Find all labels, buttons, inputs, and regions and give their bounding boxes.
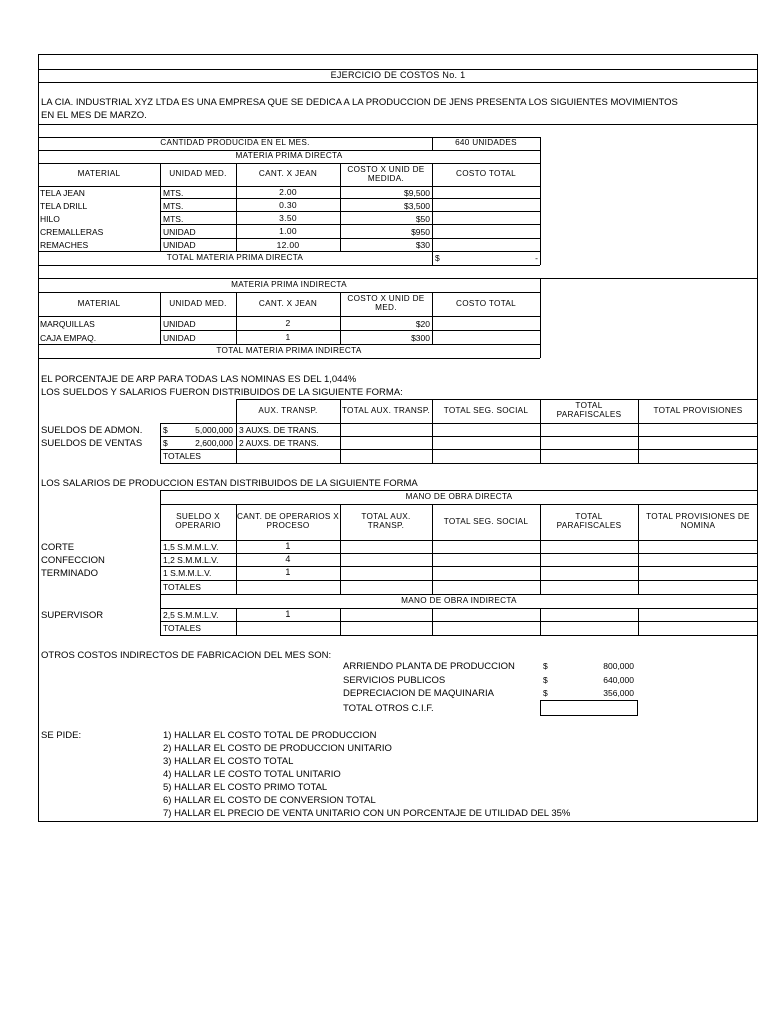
currency: $	[163, 438, 168, 448]
list-item: 4) HALLAR LE COSTO TOTAL UNITARIO	[163, 769, 341, 780]
material-name: TELA JEAN	[40, 188, 85, 198]
col-header: TOTAL SEG. SOCIAL	[443, 405, 529, 415]
col-header: COSTO TOTAL	[455, 298, 517, 308]
col-header: MATERIAL	[77, 169, 121, 179]
sueldo-amount: 2,600,000	[195, 438, 233, 448]
cif-total-label: TOTAL OTROS C.I.F.	[343, 703, 434, 714]
col-header: SUELDO X OPERARIO	[175, 512, 221, 530]
produccion-value: 640 UNIDADES	[455, 138, 517, 148]
col-header: TOTAL PARAFISCALES	[556, 512, 622, 530]
cif-value: 356,000	[603, 688, 634, 698]
material-name: HILO	[40, 214, 60, 224]
unit: UNIDAD	[163, 240, 196, 250]
divider	[38, 124, 758, 125]
sueldo-operario: 2,5 S.M.M.L.V.	[163, 610, 219, 620]
moi-header: MANO DE OBRA INDIRECTA	[401, 595, 517, 605]
unit: UNIDAD	[163, 333, 196, 343]
currency: $	[543, 675, 548, 685]
material-name: REMACHES	[40, 240, 89, 250]
cif-label: SERVICIOS PUBLICOS	[343, 675, 446, 686]
quantity: 3.50	[279, 212, 297, 223]
unit-cost: $9,500	[404, 188, 430, 198]
col-header: TOTAL SEG. SOCIAL	[443, 516, 529, 526]
sueldo-label: SUELDOS DE ADMON.	[41, 425, 143, 436]
col-header: COSTO X UNID DE MED.	[347, 294, 425, 312]
currency: $	[543, 688, 548, 698]
material-name: CREMALLERAS	[40, 227, 104, 237]
col-header: CANT. X JEAN	[258, 169, 318, 179]
unit-cost: $3,500	[404, 201, 430, 211]
cif-value: 640,000	[603, 675, 634, 685]
col-header: CANT. DE OPERARIOS X PROCESO	[237, 512, 339, 530]
sueldo-label: SUELDOS DE VENTAS	[41, 438, 143, 449]
col-header: TOTAL AUX. TRANSP.	[341, 405, 431, 415]
cif-label: ARRIENDO PLANTA DE PRODUCCION	[343, 661, 515, 672]
col-header: MATERIAL	[77, 298, 121, 308]
cant-operarios: 1	[285, 540, 291, 551]
arp-line-1: EL PORCENTAJE DE ARP PARA TODAS LAS NOMINAS ES DEL 1,044%	[41, 374, 357, 385]
intro-line-2: EN EL MES DE MARZO.	[41, 110, 147, 121]
quantity: 1	[285, 332, 291, 343]
unit-cost: $30	[415, 240, 430, 250]
mpd-total-value: -	[535, 253, 538, 263]
se-pide-label: SE PIDE:	[41, 730, 82, 741]
supervisor-label: SUPERVISOR	[41, 610, 104, 621]
sueldo-operario: 1 S.M.M.L.V.	[163, 568, 212, 578]
mpi-header: MATERIA PRIMA INDIRECTA	[231, 280, 347, 290]
proceso-label: TERMINADO	[41, 568, 98, 579]
mpd-total-label: TOTAL MATERIA PRIMA DIRECTA	[166, 252, 304, 262]
unit: UNIDAD	[163, 319, 196, 329]
quantity: 2.00	[279, 187, 297, 198]
sueldo-amount: 5,000,000	[195, 425, 233, 435]
aux-transp: 2 AUXS. DE TRANS.	[239, 438, 319, 448]
page-title: EJERCICIO DE COSTOS No. 1	[330, 70, 466, 81]
col-header: UNIDAD MED.	[169, 169, 227, 179]
material-name: TELA DRILL	[40, 201, 88, 211]
list-item: 5) HALLAR EL COSTO PRIMO TOTAL	[163, 782, 328, 793]
unit-cost: $300	[411, 333, 430, 343]
aux-transp: 3 AUXS. DE TRANS.	[239, 425, 319, 435]
mpd-header: MATERIA PRIMA DIRECTA	[235, 151, 343, 161]
material-name: CAJA EMPAQ.	[40, 333, 97, 343]
unit: MTS.	[163, 188, 184, 198]
quantity: 0.30	[279, 199, 297, 210]
cif-intro: OTROS COSTOS INDIRECTOS DE FABRICACION DEL MES SON:	[41, 650, 332, 661]
list-item: 2) HALLAR EL COSTO DE PRODUCCION UNITARIO	[163, 743, 392, 754]
cif-total-cell	[540, 700, 638, 716]
proceso-label: CORTE	[41, 542, 75, 553]
produccion-label: CANTIDAD PRODUCIDA EN EL MES.	[160, 138, 310, 148]
totales-label: TOTALES	[163, 623, 201, 633]
unit: UNIDAD	[163, 227, 196, 237]
unit-cost: $20	[415, 319, 430, 329]
cif-value: 800,000	[603, 661, 634, 671]
cif-label: DEPRECIACION DE MAQUINARIA	[343, 688, 494, 699]
intro-line-1: LA CIA. INDUSTRIAL XYZ LTDA ES UNA EMPRESA QUE SE DEDICA A LA PRODUCCION DE JENS PRESENTA LOS SIGUIENTES MOVIMIENTOS	[41, 97, 678, 108]
cant-operarios: 4	[285, 553, 291, 564]
currency: $	[163, 425, 168, 435]
salarios-intro: LOS SALARIOS DE PRODUCCION ESTAN DISTRIBUIDOS DE LA SIGUIENTE FORMA	[41, 478, 418, 489]
col-header: AUX. TRANSP.	[258, 405, 318, 415]
cant-operarios: 1	[285, 567, 291, 578]
list-item: 1) HALLAR EL COSTO TOTAL DE PRODUCCION	[163, 730, 377, 741]
mpi-total-label: TOTAL MATERIA PRIMA INDIRECTA	[216, 345, 362, 355]
cant-operarios: 1	[285, 608, 291, 619]
sueldo-operario: 1,2 S.M.M.L.V.	[163, 555, 219, 565]
unit-cost: $50	[415, 214, 430, 224]
list-item: 3) HALLAR EL COSTO TOTAL	[163, 756, 294, 767]
unit: MTS.	[163, 214, 184, 224]
col-header: TOTAL PROVISIONES	[653, 405, 743, 415]
list-item: 7) HALLAR EL PRECIO DE VENTA UNITARIO CON UN PORCENTAJE DE UTILIDAD DEL 35%	[163, 808, 571, 819]
mod-header: MANO DE OBRA DIRECTA	[405, 491, 513, 501]
quantity: 12.00	[276, 239, 300, 250]
col-header: COSTO TOTAL	[455, 169, 517, 179]
col-header: TOTAL PARAFISCALES	[556, 401, 622, 419]
sueldo-operario: 1,5 S.M.M.L.V.	[163, 542, 219, 552]
list-item: 6) HALLAR EL COSTO DE CONVERSION TOTAL	[163, 795, 376, 806]
totales-label: TOTALES	[163, 582, 201, 592]
col-header: CANT. X JEAN	[258, 298, 318, 308]
col-header: UNIDAD MED.	[169, 298, 227, 308]
col-header: COSTO X UNID DE MEDIDA.	[347, 164, 425, 183]
col-header: TOTAL AUX. TRANSP.	[361, 512, 411, 530]
unit-cost: $950	[411, 227, 430, 237]
totales-label: TOTALES	[163, 451, 201, 461]
quantity: 1.00	[279, 226, 297, 237]
currency: $	[543, 661, 548, 671]
arp-line-2: LOS SUELDOS Y SALARIOS FUERON DISTRIBUIDOS DE LA SIGUIENTE FORMA:	[41, 387, 403, 398]
mpd-total-currency: $	[435, 253, 440, 263]
material-name: MARQUILLAS	[40, 319, 95, 329]
proceso-label: CONFECCION	[41, 555, 105, 566]
col-header: TOTAL PROVISIONES DE NOMINA	[646, 512, 750, 530]
quantity: 2	[285, 318, 291, 329]
unit: MTS.	[163, 201, 184, 211]
